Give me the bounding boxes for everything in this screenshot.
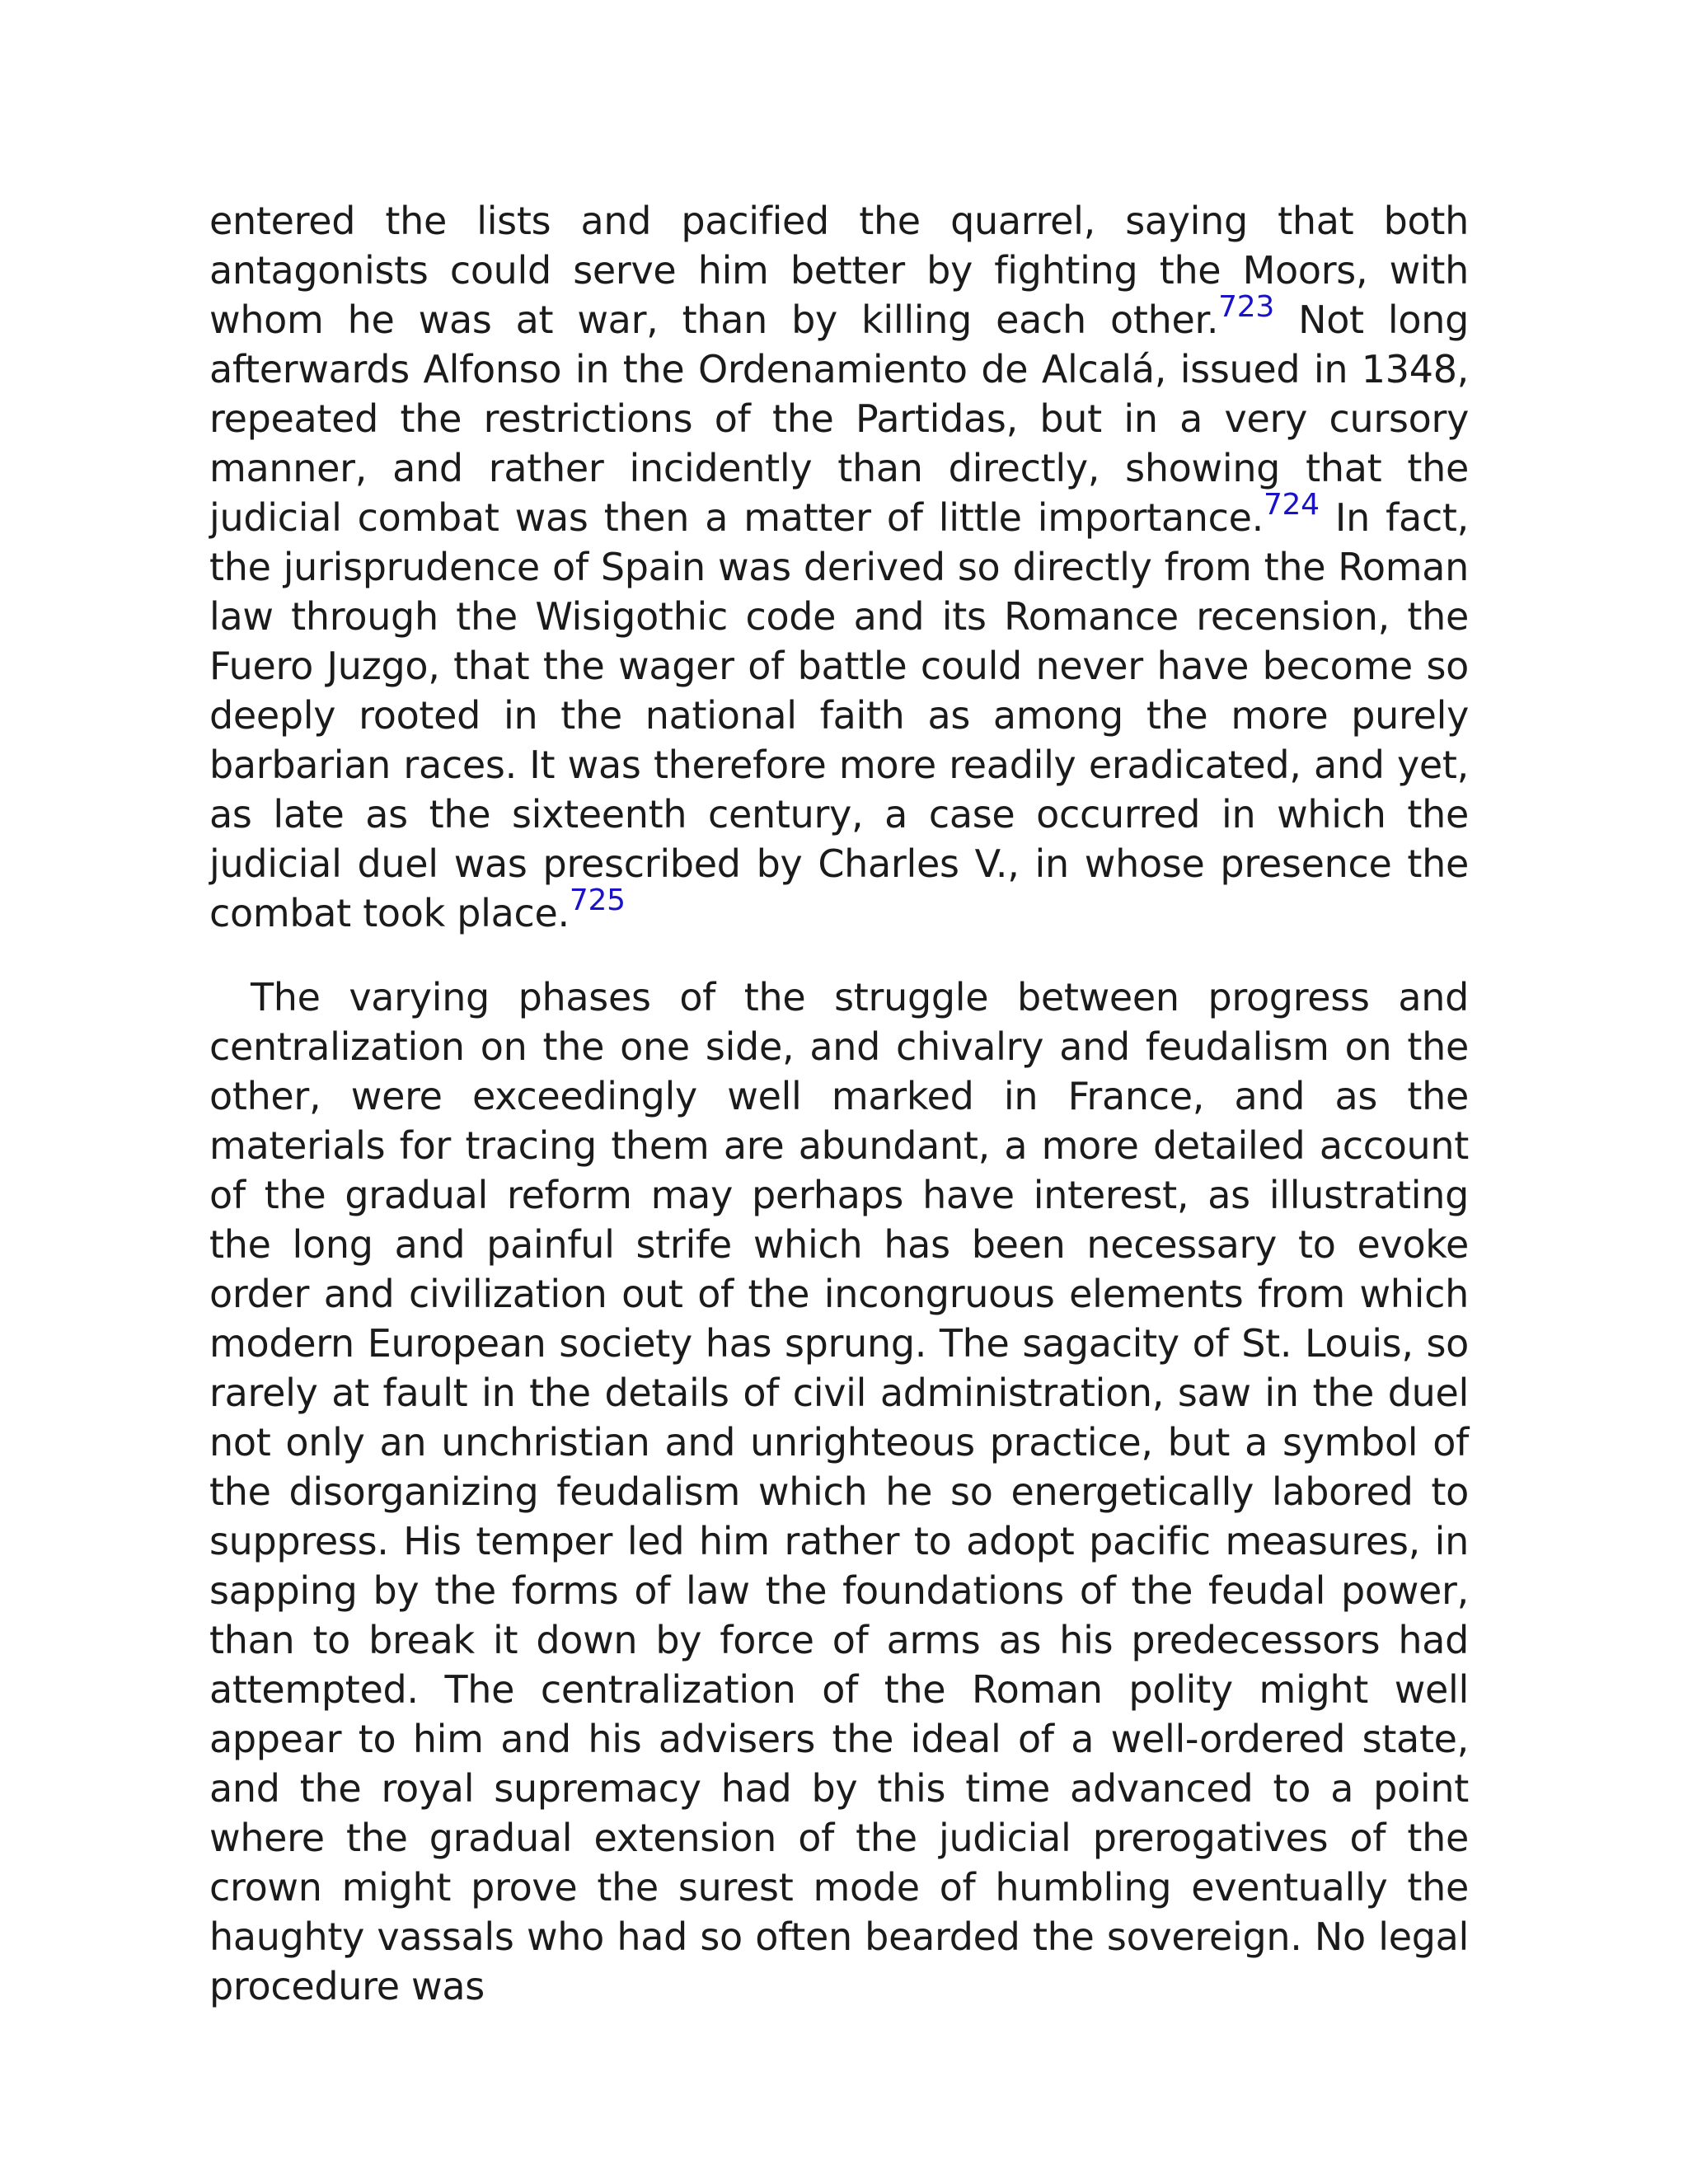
paragraph-2 bbox=[209, 972, 1469, 2011]
footnote-link-725[interactable]: 725 bbox=[569, 883, 626, 917]
paragraph-1 bbox=[209, 196, 1469, 938]
footnote-link-723[interactable]: 723 bbox=[1218, 290, 1274, 324]
paragraph-text: entered the lists and pacified the quarrel, saying that both antagonists could serve him better by fighting the Moors, with whom he was at war, than by killing each other. bbox=[209, 199, 1469, 342]
paragraph-text: The varying phases of the struggle between progress and centralization on the one side, and chivalry and feudalism on the other, were exceedingly well marked in France, and as the materials for tracing them are abundant, a more detailed account of the gradual reform may perhaps have interest, as illustrating the long and painful strife which has been necessary to evoke order and civilization out of the incongruous elements from which modern European society has sprung. The sagacity of St. Louis, so rarely at fault in the details of civil administration, saw in the duel not only an unchristian and unrighteous practice, but a symbol of the disorganizing feudalism which he so energetically labored to suppress. His temper led him rather to adopt pacific measures, in sapping by the forms of law the foundations of the feudal power, than to break it down by force of arms as his predecessors had attempted. The centralization of the Roman polity might well appear to him and his advisers the ideal of a well-ordered state, and the royal supremacy had by this time advanced to a point where the gradual extension of the judicial prerogatives of the crown might prove the surest mode of humbling eventually the haughty vassals who had so often bearded the sovereign. No legal procedure was bbox=[209, 975, 1469, 2008]
paragraph-text: Not long afterwards Alfonso in the Ordenamiento de Alcalá, issued in 1348, repeated the restrictions of the Partidas, but in a very cursory manner, and rather incidently than directly, showing that the judicial combat was then a matter of little importance. bbox=[209, 298, 1469, 540]
body-text bbox=[209, 196, 1469, 2011]
footnote-link-724[interactable]: 724 bbox=[1263, 488, 1320, 522]
paragraph-text: In fact, the jurisprudence of Spain was derived so directly from the Roman law through the Wisigothic code and its Romance recension, the Fuero Juzgo, that the wager of battle could never have become so deeply rooted in the national faith as among the more purely barbarian races. It was therefore more readily eradicated, and yet, as late as the sixteenth century, a case occurred in which the judicial duel was prescribed by Charles V., in whose presence the combat took place. bbox=[209, 495, 1469, 935]
